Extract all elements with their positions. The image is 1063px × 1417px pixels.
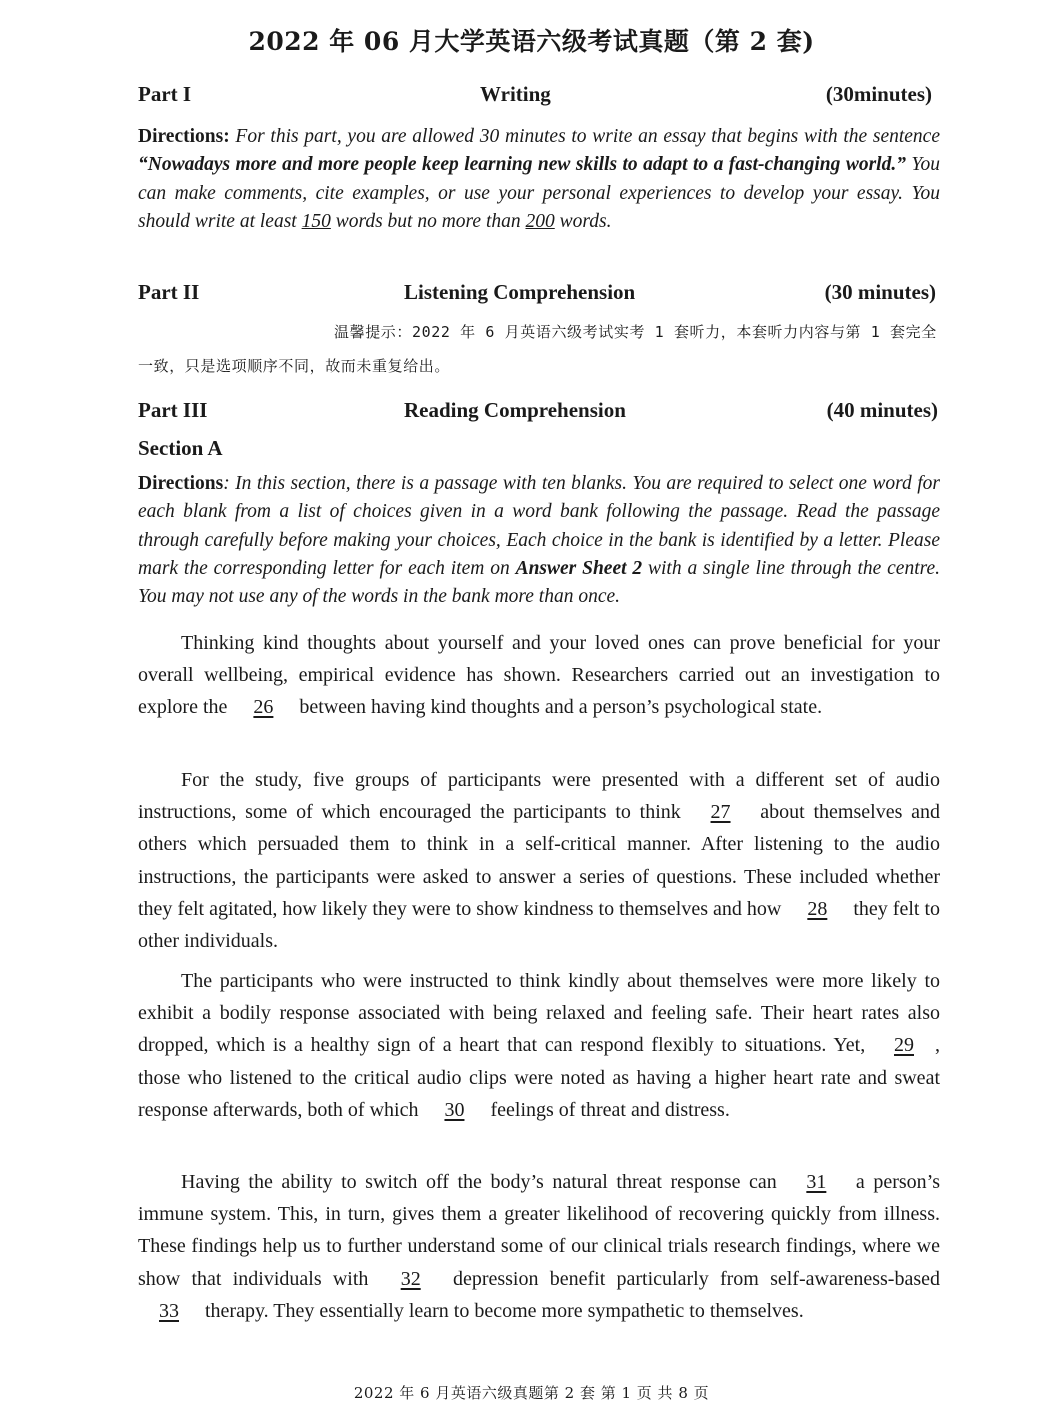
part3-header [138,398,940,428]
passage-text: For the study, five groups of participants were presented with a different set of audio instructions, some of which encouraged the participants to think [138,769,940,824]
passage-text: about themselves and others which persuaded them to think in a self-critical manner. After listening to the audio instructions, the participants were asked to answer a series of questions. These included whether they felt agitated, how likely they were to show kindness to themselves and how [138,801,940,920]
blank-31: 31 [806,1171,827,1193]
max-words: 200 [525,210,555,232]
directions-text: : In this section, there is a passage with ten blanks. You are required to select one word for each blank from a list of choices given in a word bank following the passage. Read the passage through carefully before making your choices, Each choice in the bank is identified by a letter. Please mark the corresponding letter for each item on [138,473,940,579]
blank-27: 27 [710,801,731,824]
part3-number: Part III [138,398,208,422]
part1-header [138,82,940,112]
passage-text: a person’s immune system. This, in turn, gives them a greater likelihood of recovering quickly from illness. These findings help us to further understand some of our clinical trials research findings, where we show that individuals with [138,1171,940,1290]
passage-text: , those who listened to the critical audio clips were noted as having a higher heart rate and sweat response afterwards, both of which [138,1034,940,1121]
blank-33: 33 [159,1299,179,1322]
directions-label: Directions: [138,126,230,147]
answer-sheet-ref: Answer Sheet 2 [515,557,643,579]
blank-28: 28 [807,897,828,920]
part2-number: Part II [138,280,200,304]
passage-text: depression benefit particularly from self-awareness-based [441,1267,940,1290]
blank-30: 30 [444,1098,465,1121]
part3-time: (40 minutes) [826,398,938,422]
passage-text: Having the ability to switch off the body’s natural threat response can [181,1171,786,1193]
essay-prompt-quote: “Nowadays more and more people keep learning new skills to adapt to a fast-changing world.” [138,154,906,176]
passage-paragraph-2 [138,764,940,957]
part2-time: (30 minutes) [824,280,936,304]
directions-text: with a single line through the centre. You may not use any of the words in the bank more than once. [138,557,941,608]
page-title: 2022 年 06 月大学英语六级考试真题（第 2 套) [248,27,815,56]
passage-text: Thinking kind thoughts about yourself and your loved ones can prove beneficial for your overall wellbeing, empirical evidence has shown. Researchers carried out an investigation to explore the [138,632,940,719]
min-words: 150 [301,210,331,232]
part1-number: Part I [138,82,192,106]
directions-text: You can make comments, cite examples, or use your personal experiences to develop your essay. You should write at least [138,154,940,232]
part3-name: Reading Comprehension [404,398,626,422]
passage-text: therapy. They essentially learn to become more sympathetic to themselves. [200,1299,804,1322]
blank-26: 26 [253,696,274,719]
passage-text: they felt to other individuals. [138,897,940,953]
blank-29: 29 [894,1034,914,1057]
listening-tip: 温馨提示：2022 年 6 月英语六级考试实考 1 套听力，本套听力内容与第 1 套完全一致，只是选项顺序不同，故而未重复给出。 [138,323,937,375]
directions-text: words. [554,210,612,232]
directions-label: Directions [138,473,224,494]
part1-name: Writing [480,82,551,106]
directions-text: words but no more than [330,210,526,232]
directions-text: For this part, you are allowed 30 minutes to write an essay that begins with the sentence [229,126,940,147]
passage-paragraph-1 [138,627,940,724]
part3-directions [138,470,940,611]
passage-text: feelings of threat and distress. [485,1098,730,1121]
part1-time: (30minutes) [825,82,932,106]
passage-text: between having kind thoughts and a person’s psychological state. [294,696,823,719]
part1-directions [138,123,940,236]
page-footer: 2022 年 6 月英语六级真题第 2 套 第 1 页 共 8 页 [353,1384,710,1402]
part2-header [138,280,940,310]
section-title: Section A [138,436,223,460]
passage-paragraph-4 [138,1166,940,1327]
blank-32: 32 [400,1267,421,1290]
part2-name: Listening Comprehension [404,280,636,304]
passage-paragraph-3 [138,965,940,1126]
passage-text: The participants who were instructed to think kindly about themselves were more likely to exhibit a bodily response associated with being relaxed and feeling safe. Their heart rates also dropped, which is a healthy sign of a heart that can respond flexibly to situations. Yet, [138,970,940,1057]
